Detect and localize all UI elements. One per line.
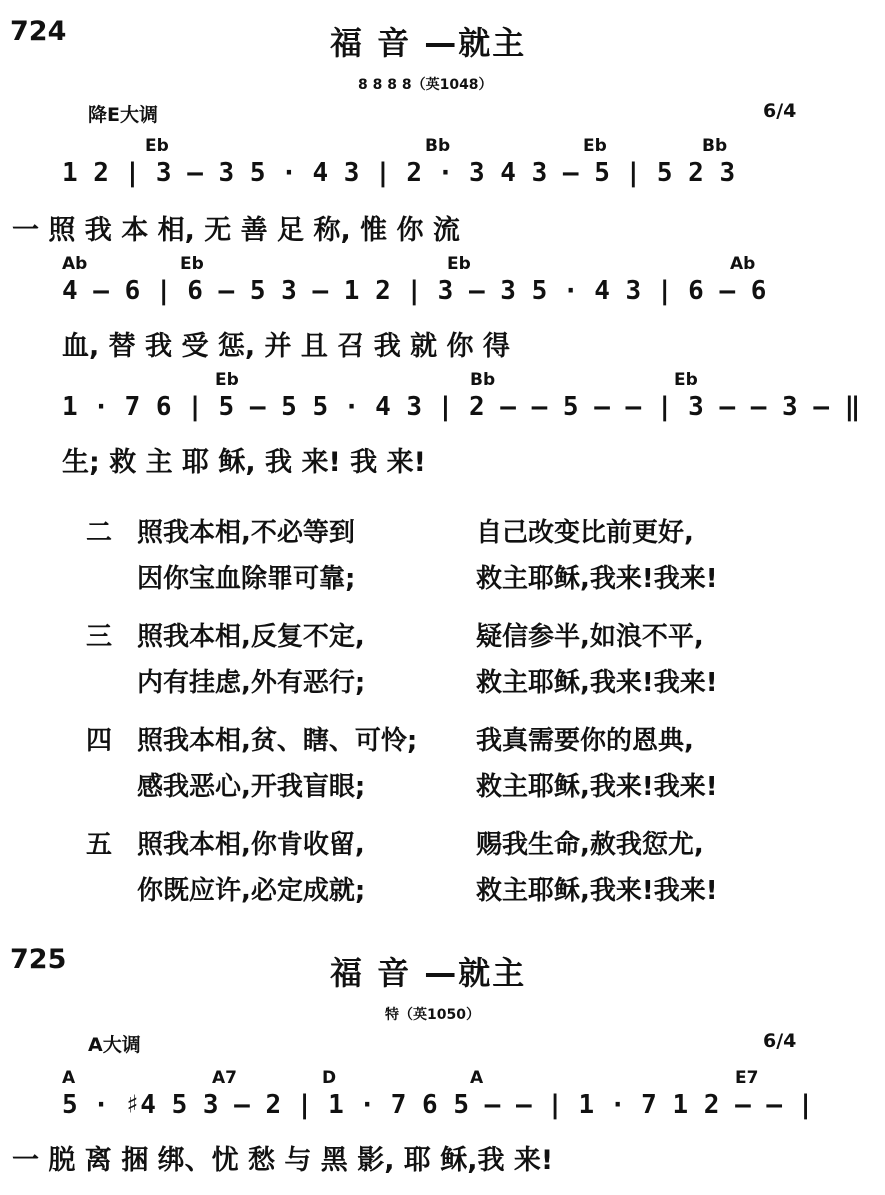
verse-text: 照我本相,反复不定, [137,622,365,652]
key-signature: 降E大调 [88,104,158,126]
verse-text: 自己改变比前更好, [476,518,694,548]
verse-text: 救主耶稣,我来!我来! [476,876,718,906]
verse-text: 内有挂虑,外有恶行; [137,668,366,698]
chord: Eb [215,370,239,390]
chord: E7 [735,1068,759,1088]
hymn-title [330,18,526,64]
title-dash: — [424,24,459,62]
verse-text: 照我本相,你肯收留, [137,830,365,860]
meter: 8 8 8 8（英1048） [358,77,493,93]
verse-number: 二 [86,518,113,548]
hymn-number: 724 [10,16,67,47]
notation-line: 1 2 | 3 – 3 5 · 4 3 | 2 · 3 4 3 – 5 | 5 2 3 [62,158,736,188]
verse-text: 因你宝血除罪可靠; [137,564,356,594]
verse-text: 照我本相,不必等到 [137,518,355,548]
verse-number: 三 [86,622,113,652]
verse-text: 你既应许,必定成就; [137,876,366,906]
notation-line: 5 · ♯4 5 3 – 2 | 1 · 7 6 5 – – | 1 · 7 1 2 – – | [62,1090,814,1120]
chord: Bb [702,136,728,156]
verse-number: 五 [86,830,113,860]
lyric-line: 一 照 我 本 相, 无 善 足 称, 惟 你 流 [12,215,460,246]
chord: Eb [447,254,471,274]
title-dash: — [424,954,459,992]
notation-line: 4 – 6 | 6 – 5 3 – 1 2 | 3 – 3 5 · 4 3 | 6 – 6 [62,276,767,306]
lyric-line: 血, 替 我 受 惩, 并 且 召 我 就 你 得 [62,331,510,362]
title-sub: 就主 [458,24,527,62]
notation-line: 1 · 7 6 | 5 – 5 5 · 4 3 | 2 – – 5 – – | 3 – – 3 – ‖ [62,392,861,422]
chord: A [470,1068,484,1088]
chord: Bb [425,136,451,156]
lyric-line: 生; 救 主 耶 稣, 我 来! 我 来! [62,447,426,478]
chord: Eb [145,136,169,156]
verse-text: 救主耶稣,我来!我来! [476,668,718,698]
verse-text: 疑信参半,如浪不平, [476,622,704,652]
hymn-number: 725 [10,944,67,975]
chord: Eb [583,136,607,156]
verse-text: 救主耶稣,我来!我来! [476,772,718,802]
chord: Ab [730,254,756,274]
key-signature: A大调 [88,1034,141,1056]
time-signature: 6/4 [763,100,797,122]
meter: 特（英1050） [385,1007,480,1023]
verse-number: 四 [86,726,113,756]
verse-text: 我真需要你的恩典, [476,726,694,756]
chord: Bb [470,370,496,390]
verse-text: 照我本相,贫、瞎、可怜; [137,726,418,756]
chord: Ab [62,254,88,274]
title-main: 福 音 [330,24,412,62]
title-sub: 就主 [458,954,527,992]
time-signature: 6/4 [763,1030,797,1052]
verse-text: 赐我生命,赦我愆尤, [476,830,704,860]
title-main: 福 音 [330,954,412,992]
verse-text: 救主耶稣,我来!我来! [476,564,718,594]
chord: Eb [674,370,698,390]
chord: Eb [180,254,204,274]
lyric-line: 一 脱 离 捆 绑、忧 愁 与 黑 影, 耶 稣,我 来! [12,1145,554,1176]
hymn-title [330,948,526,994]
chord: D [322,1068,337,1088]
verse-text: 感我恶心,开我盲眼; [137,772,366,802]
chord: A7 [212,1068,237,1088]
chord: A [62,1068,76,1088]
